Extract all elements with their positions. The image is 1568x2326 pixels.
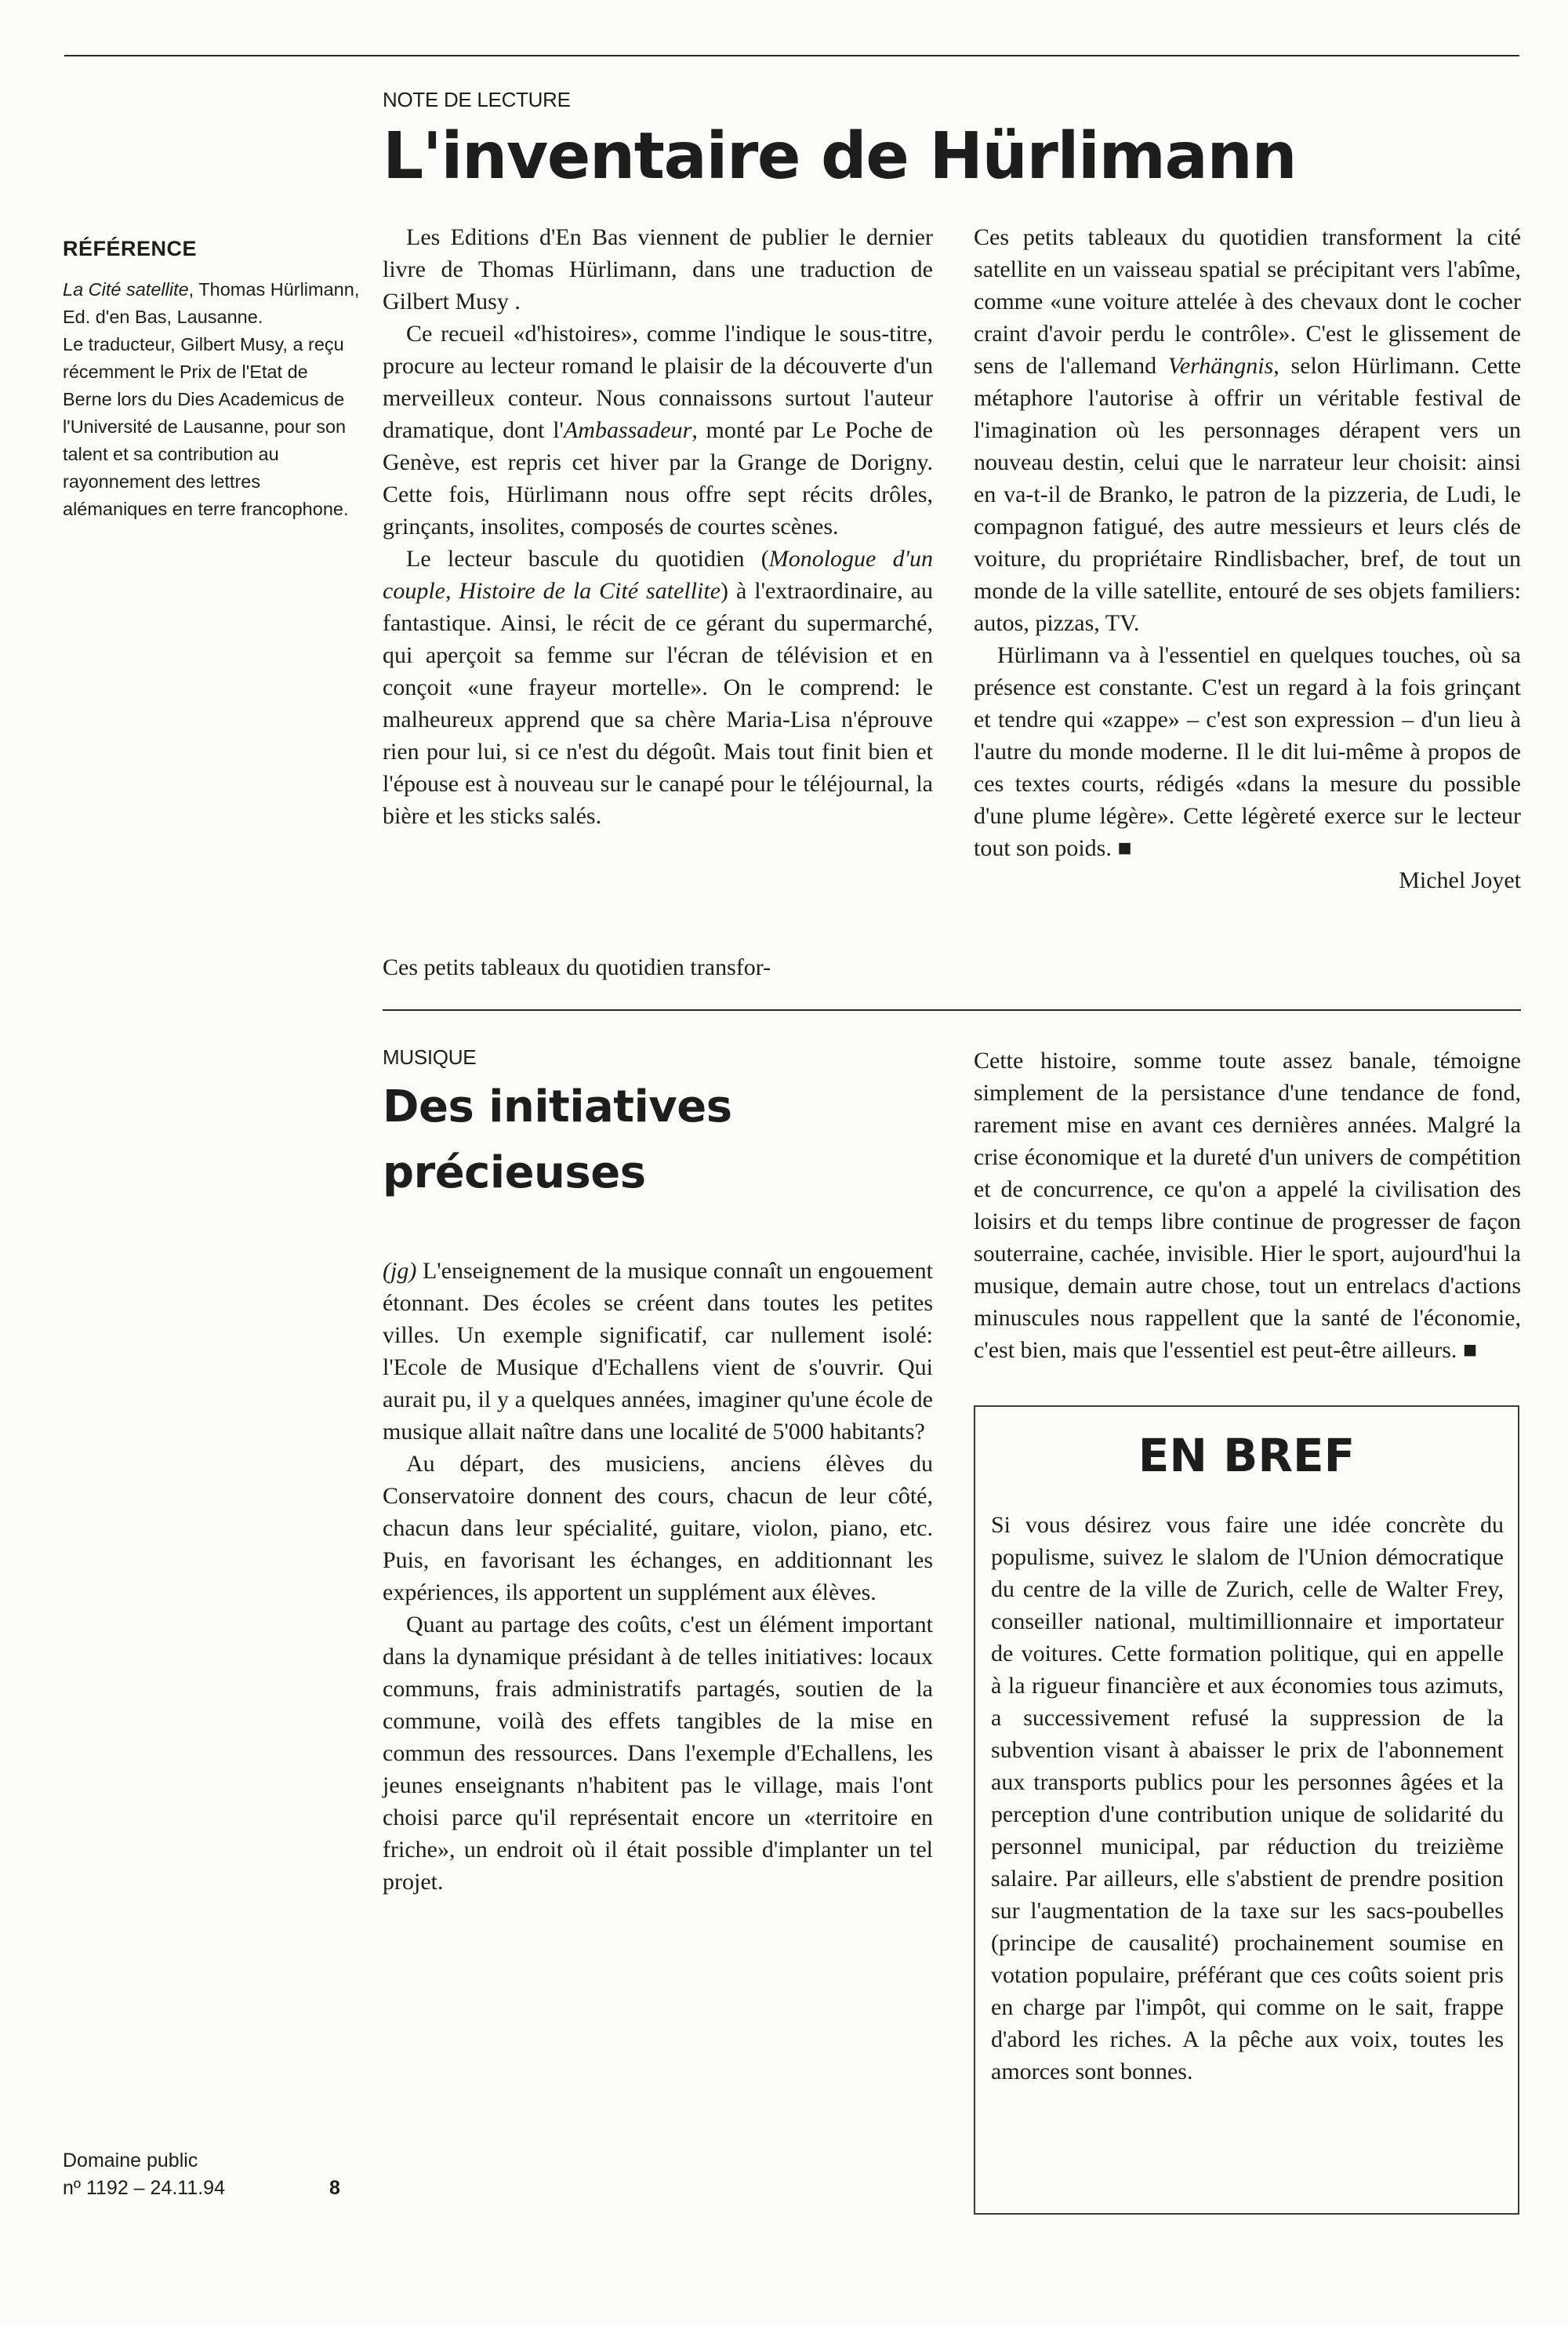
reference-heading: RÉFÉRENCE [63,237,198,260]
article1-paragraph-1: Les Editions d'En Bas viennent de publier le dernier livre de Thomas Hürlimann, dans une traduction de Gilbert Musy . [383,224,933,314]
article1-paragraph-4-start: Ces petits tableaux du quotidien transfor- [383,954,771,980]
publication-name: Domaine public [63,2150,198,2172]
article2-paragraph-1: (jg) L'enseignement de la musique connaît un engouement étonnant. Des écoles se créent dans toutes les petites villes. Un exemple significatif, car nullement isolé: l'Ecole de Musique d'Echallens vient de s'ouvrir. Qui aurait pu, il y a quelques années, imaginer qu'une école de musique allait naître dans une localité de 5'000 habitants? [383,1258,933,1445]
article2-column-right [974,1045,1521,1366]
top-rule [64,55,1519,56]
article1-paragraph-3: Le lecteur bascule du quotidien (Monologue d'un couple, Histoire de la Cité satellite) à l'extraordinaire, au fantastique. Ainsi, le récit de ce gérant du supermarché, qui aperçoit sa femme sur l'écran de télévision et en conçoit «une frayeur mortelle». On le comprend: le malheureux apprend que sa chère Maria-Lisa n'éprouve rien pour lui, si ce n'est du dégoût. Mais tout finit bien et l'épouse est à nouveau sur le canapé pour le téléjournal, la bière et les sticks salés. [383,546,933,829]
article1-author: Michel Joyet [1399,867,1521,893]
page-footer [63,2147,361,2202]
article1-paragraph-5: Hürlimann va à l'essentiel en quelques touches, où sa présence est constante. C'est un regard à la fois grinçant et tendre qui «zappe» – c'est son expression – d'un lieu à l'autre du monde moderne. Il le dit lui-même à propos de ces textes courts, rédigés «dans la mesure du possible d'une plume légère». Cette légèreté exerce sur le lecteur tout son poids. ■ [974,642,1521,861]
section-divider-rule [383,1009,1521,1011]
article2-kicker: MUSIQUE [383,1045,477,1069]
article2-column-left [383,1255,933,1898]
en-bref-text [991,1509,1504,2088]
article2-paragraph-4: Cette histoire, somme toute assez banale, témoigne simplement de la persistance d'une tendance de fond, rarement mise en avant ces dernières années. Malgré la crise économique et la dureté d'un univers de compétition et de concurrence, ce qu'on a appelé la civilisation des loisirs et du temps libre continue de progresser de façon souterraine, cachée, invisible. Hier le sport, aujourd'hui la musique, demain autre chose, tout un entrelacs d'actions minuscules nous rappellent que la santé de l'économie, c'est bien, mais que l'essentiel est peut-être ailleurs. ■ [974,1048,1521,1363]
article2-byline: (jg) [383,1258,417,1284]
article1-kicker: NOTE DE LECTURE [383,88,571,111]
issue-info: nº 1192 – 24.11.94 [63,2177,225,2199]
en-bref-box [974,1405,1519,2215]
article1-column-right [974,221,1521,896]
article1-title: L'inventaire de Hürlimann [383,119,1297,194]
article1-paragraph-2: Ce recueil «d'histoires», comme l'indique le sous-titre, procure au lecteur romand le plaisir de la découverte d'un merveilleux conteur. Nous connaissons surtout l'auteur dramatique, dont l'Ambassadeur, monté par Le Poche de Genève, est repris cet hiver par la Grange de Dorigny. Cette fois, Hürlimann nous offre sept récits drôles, grinçants, insolites, composés de courtes scènes. [383,321,933,540]
article2-paragraph-3: Quant au partage des coûts, c'est un élément important dans la dynamique présidant à de telles initiatives: locaux communs, frais administratifs partagés, soutien de la commune, voilà des effets tangibles de la mise en commun des ressources. Dans l'exemple d'Echallens, les jeunes enseignants n'habitent pas le village, mais l'ont choisi parce qu'il représentait encore un «territoire en friche», un endroit où il était possible d'implanter un tel projet. [383,1612,933,1895]
article1-paragraph-4: Ces petits tableaux du quotidien transforment la cité satellite en un vaisseau spatial se précipitant vers l'abîme, comme «une voiture attelée à des chevaux dont le cocher craint d'avoir perdu le contrôle». C'est le glissement de sens de l'allemand Verhängnis, selon Hürlimann. Cette métaphore l'autorise à offrir un véritable festival de l'imagination où les personnages dérapent vers un nouveau destin, celui que le narrateur leur choisit: ainsi en va-t-il de Branko, le patron de la pizzeria, de Ludi, le compagnon fatigué, des autre messieurs et leurs clés de voiture, du propriétaire Rindlisbacher, bref, de tout un monde de la ville satellite, entouré de ses objets familiers: autos, pizzas, TV. [974,224,1522,636]
article1-continuation-start [383,951,933,983]
page-number: 8 [329,2177,340,2199]
article1-column-left [383,221,933,832]
en-bref-title: EN BREF [1138,1429,1356,1482]
reference-citation [63,276,361,331]
article2-title: Des initiatives précieuses [383,1081,732,1198]
reference-book-title: La Cité satellite [63,279,189,300]
translator-note: Le traducteur, Gilbert Musy, a reçu récemment le Prix de l'Etat de Berne lors du Dies Academicus de l'Université de Lausanne, pour son talent et sa contribution au rayonnement des lettres alémaniques en terre francophone. [63,334,349,519]
reference-publisher: , Thomas Hürlimann, Ed. d'en Bas, Lausanne. [63,279,360,327]
en-bref-paragraph: Si vous désirez vous faire une idée concrète du populisme, suivez le slalom de l'Union démocratique du centre de la ville de Zurich, celle de Walter Frey, conseiller national, multimillionnaire et importateur de voitures. Cette formation politique, qui en appelle à la rigueur financière et aux économies tous azimuts, a successivement refusé la suppression de la subvention visant à abaisser le prix de l'abonnement aux transports publics pour les personnes âgées et la perception d'une contribution unique de solidarité du personnel municipal, par réduction du treizième salaire. Par ailleurs, elle s'abstient de prendre position sur l'augmentation de la taxe sur les sacs-poubelles (principe de causalité) prochainement soumise en votation populaire, préférant que ces coûts soient pris en charge par l'impôt, qui comme on le sait, frappe d'abord les riches. A la pêche aux voix, toutes les amorces sont bonnes. [991,1512,1504,2084]
article2-paragraph-2: Au départ, des musiciens, anciens élèves du Conservatoire donnent des cours, chacun de leur côté, chacun dans leur spécialité, guitare, violon, piano, etc. Puis, en favorisant les échanges, en additionnant les expériences, ils apportent un supplément aux élèves. [383,1451,933,1605]
reference-block [63,276,361,523]
